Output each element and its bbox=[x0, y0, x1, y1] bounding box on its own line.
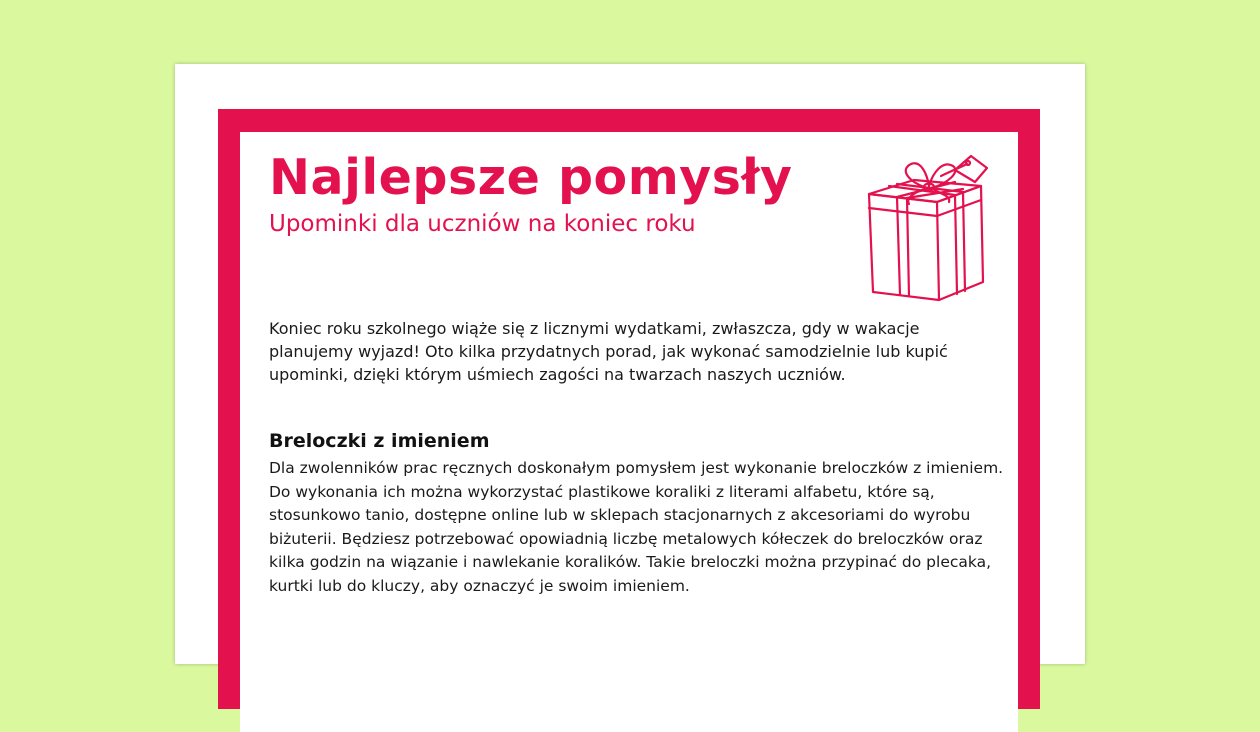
page-subtitle: Upominki dla uczniów na koniec roku bbox=[269, 211, 696, 237]
pink-border-frame bbox=[218, 109, 1040, 709]
document-page bbox=[175, 64, 1085, 664]
section-heading: Breloczki z imieniem bbox=[269, 430, 490, 452]
gift-box-icon bbox=[859, 142, 999, 307]
section-body: Dla zwolenników prac ręcznych doskonałym pomysłem jest wykonanie breloczków z imieniem. Do wykonania ich można wykorzystać plastikowe koraliki z literami alfabetu, które są, stosunkowo tanio, dostępne online lub w sklepach stacjonarnych z akcesoriami do wyrobu biżuterii. Będziesz potrzebować opowiadnią liczbę metalowych kółeczek do breloczków oraz kilka godzin na wiązanie i nawlekanie koralików. Takie breloczki można przypinać do plecaka, kurtki lub do kluczy, aby oznaczyć je swoim imieniem. bbox=[269, 459, 1004, 595]
content-area bbox=[240, 132, 1018, 732]
intro-paragraph: Koniec roku szkolnego wiąże się z licznymi wydatkami, zwłaszcza, gdy w wakacje planujemy wyjazd! Oto kilka przydatnych porad, jak wykonać samodzielnie lub kupić upominki, dzięki którym uśmiech zagości na twarzach naszych uczniów. bbox=[269, 319, 948, 384]
page-title: Najlepsze pomysły bbox=[269, 149, 793, 206]
